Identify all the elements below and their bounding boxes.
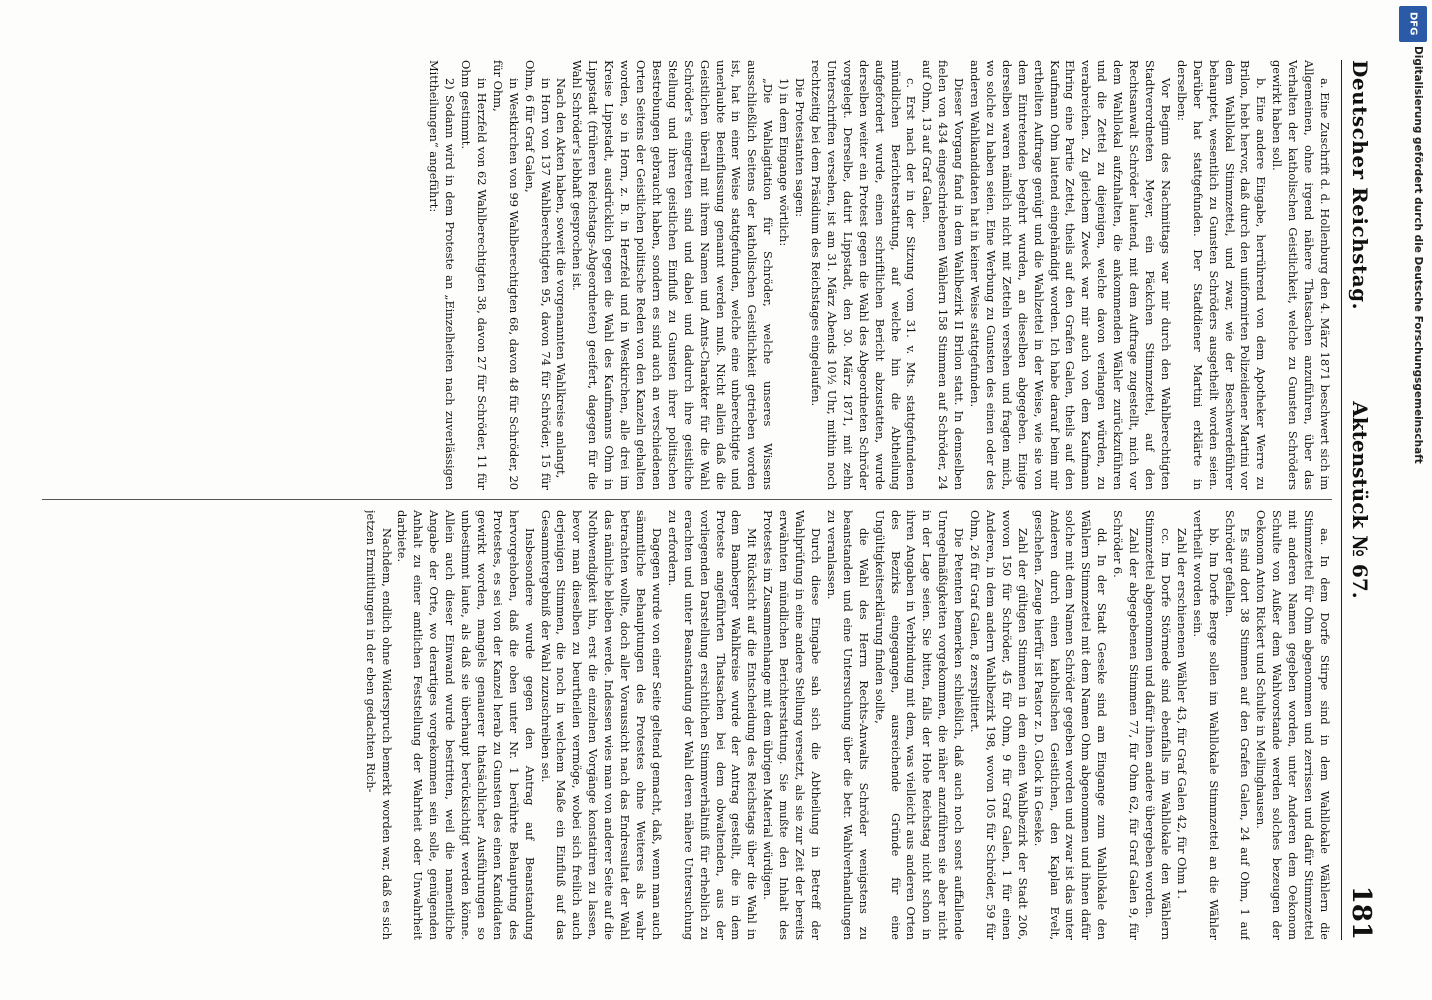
paragraph: Nachdem, endlich ohne Widerspruch bemerkt worden war, daß es sich jetzen Ermittlungen in der eben gedachten Rich- [363, 510, 394, 940]
column-divider [42, 499, 1332, 500]
left-text-column [42, 60, 1332, 490]
paragraph: aa. In dem Dorfe Stirpe sind in dem Wahllokale Wählern die Stimmzettel für Ohm abgenommen und zerrissen und dafür Stimmzettel mit anderen Namen gegeben worden, unter Anderen dem Oekonom Schulte von Außer dem Wahlvorstande werden solches bezeugen der Oekonom Anton Rickert und Schulte in Mellinghausen. [1254, 510, 1332, 940]
paragraph: c. Erst nach der in der Sitzung vom 31. v. Mts. stattgefundenen mündlichen Berichterstattung, auf welche hin die Abtheilung aufgefordert wurde, einen schriftlichen Bericht abzustatten, wurde derselben weiter ein Protest gegen die Wahl des Abgeordneten Schröder vorgelegt. Derselbe, datirt Lippstadt, den 30. März 1871, mit zehn Unterschriften versehen, ist am 31. März Abends 10½ Uhr, mithin noch rechtzeitig bei dem Präsidium des Reichstages eingelaufen. [809, 60, 919, 490]
paragraph: Zahl der erschienenen Wähler 43, für Graf Galen 42, für Ohm 1. [1174, 528, 1189, 900]
paragraph: Dagegen wurde von einer Seite geltend gemacht, daß, wenn man auch sämmtliche Behauptungen des Protestes ohne Weiteres als wahr betrachten wollte, doch aller Voraussicht nach das Endresultat der Wahl das nämliche bleiben werde. Indessen wies man von anderer Seite auf die Nothwendigkeit hin, erst die einzelnen Vorgänge konstatiren zu lassen, bevor man dieselben zu beurtheilen vermöge, wobei sich freilich auch derjenigen Stimmen, die noch in welchem Maße ein Einfluß auf das Gesammtergebniß der Wahl zuzuschreiben sei. [538, 510, 664, 940]
paragraph: in Horn von 137 Wahlberechtigten 95, davon 74 für Schröder, 15 für Ohm, 6 für Graf Galen, [522, 60, 553, 490]
paragraph: dd. In der Stadt Geseke sind am Eingange zum Wahllokale den Wählern Stimmzettel mit dem Namen Ohm abgenommen und ihnen dafür solche mit dem Namen Schröder gegeben worden und zwar ist das unter Anderen durch einen katholischen Geistlichen, den Kaplan Evelt, geschehen. Zeuge hierfür ist Pastor z. D. Glock in Geseke. [1031, 510, 1110, 940]
paragraph: Die Protestanten sagen: [793, 78, 808, 218]
page-header [1341, 60, 1382, 940]
paragraph: cc. Im Dorfe Störmede sind ebenfalls im Wahllokale den Wählern Stimmzettel abgenommen und dafür ihnen andere übergeben worden. [1143, 510, 1173, 940]
paragraph: in Herzfeld von 62 Wahlberechtigten 38, davon 27 für Schröder, 11 für Ohm gestimmt. [459, 60, 489, 490]
running-head-title: Deutscher Reichstag. [1348, 60, 1372, 311]
paragraph: Dieser Vorgang fand in dem Wahlbezirk II Brilon statt. In demselben fielen von 434 eingeschriebenen Wählern 158 Stimmen auf Schröder, 24 auf Ohm, 13 auf Graf Galen. [920, 60, 967, 490]
paragraph: Zahl der gültigen Stimmen in dem einen Wahlbezirk der Stadt 206, wovon 150 für Schröder, 45 für Ohm, 9 für Graf Galen, 1 für einen Anderen, in dem andern Wahlbezirk 198, wovon 105 für Schröder, 59 für Ohm, 26 für Graf Galen, 8 zersplittert. [968, 510, 1030, 940]
paragraph: „Die Wahlagitation für Schröder, welche unseres Wissens ausschließlich Seitens der katholischen Geistlichkeit getrieben worden ist, hat in einer Weise stattgefunden, welche eine unberechtigte und unerlaubte Beeinflussung genannt werden muß. Nicht allein daß die Geistlichen überall mit ihrem Namen und Amts-Charakter für die Wahl Schröder's eingetreten sind und dabei und dadurch ihre geistliche Stellung und ihren geistlichen Einfluß zu Gunsten ihrer politischen Bestrebungen gebraucht haben, sondern es sind auch an verschiedenen Orten Seitens der Geistlichen politische Reden von den Kanzeln gehalten worden, so in Horn, z. B. in Herzfeld und in Westkirchen, alle drei im Kreise Lippstadt, ausdrücklich gegen die Wahl des Kaufmanns Ohm in Lippstadt (früheren Reichstags-Abgeordneten) geeifert, dagegen für die Wahl Schröder's lebhaft gesprochen ist. [570, 60, 776, 490]
paragraph: bb. Im Dorfe Berge sollen im Wahllokale Stimmzettel an die Wähler vertheilt worden sein. [1190, 510, 1221, 940]
paragraph: Die Petenten bemerken schließlich, daß auch noch sonst auffallende Unregelmäßigkeiten vorgekommen, die näher anzuführen sie aber nicht in der Lage seien. Sie bitten, falls der Hohe Reichstag nicht schon in ihren Angaben in Verbindung mit dem, was vielleicht aus anderen Orten des Bezirks eingegangen, ausreichende Gründe für eine Ungültigkeitserklärung finden sollte, [872, 510, 967, 940]
paragraph: Mit Rücksicht auf die Entscheidung des Reichstags über die Wahl in dem Bamberger Wahlkreise wurde der Antrag gestellt, die in dem Proteste angeführten Thatsachen bei dem obwaltenden, aus der vorliegenden Darstellung ersichtlichen Stimmverhältniß für erheblich zu erachten und unter Beanstandung der Wahl deren nähere Untersuchung zu erfordern. [665, 510, 760, 940]
dfg-logo: DFG [1399, 6, 1427, 42]
right-text-column [42, 510, 1332, 940]
paragraph: Vor Beginn des Nachmittags war mir durch den Wahlberechtigten Stadtverordneten Meyer, ein Päckchen Stimmzettel, auf den Rechtsanwalt Schröder lautend, mit dem Auftrage zugestellt, mich vor dem Wahllokal aufzuhalten, die ankommenden Wähler zurückzuführen und die Zettel zu diejenigen, welche davon verlangen würden, zu verabreichen. Zu gleichem Zweck war mir auch von dem Kaufmann Ehring eine Partie Zettel, theils auf den Grafen Galen, theils auf den Kaufmann Ohm lautend eingehändigt worden. Ich habe darauf beim mir ertheilten Auftrage genügt und die Wahlzettel in der Weise, wie sie von dem Eintretenden begehrt wurden, an dieselben abgegeben. Einige derselben waren nämlich nicht mit Zetteln versehen und fragten mich, wo solche zu haben seien. Eine Werbung zu Gunsten des einen oder des anderen Wahlkandidaten hat in keiner Weise stattgefunden. [968, 60, 1173, 490]
paragraph: Insbesondere wurde gegen den Antrag auf Beanstandung hervorgehoben, daß die oben unter Nr. 1 berührte Behauptung des Protestes, es sei von der Kanzel herab zu Gunsten des einen Kandidaten gewirkt worden, mangels genauerer thatsächlicher Ausführungen so unbestimmt laute, als daß sie überhaupt berücksichtigt werden könne. Allein auch dieser Einwand wurde bestritten, weil die namentliche Angabe der Orte, wo derartiges vorgekommen sein solle, genügenden Anhalt zu einer amtlichen Feststellung der Wahrheit oder Unwahrheit darbiete. [395, 510, 537, 940]
paragraph: 2) Sodann wird in dem Proteste an „Einzelheiten nach zuverlässigen Mittheilungen“ angeführt: [427, 60, 458, 490]
page-number: 181 [1346, 885, 1376, 940]
paragraph: die Wahl des Herrn Rechts-Anwalts Schröder wenigstens zu beanstanden und eine Untersuchung über die betr. Wahlverhandlungen zu veranlassen. [824, 510, 871, 940]
paragraph: Zahl der abgegebenen Stimmen 77, für Ohm 62, für Graf Galen 9, für Schröder 6. [1111, 510, 1142, 940]
paragraph: in Westkirchen von 99 Wahlberechtigten 68, davon 48 für Schröder, 20 für Ohm, [490, 60, 521, 490]
digitization-credit: Digitalisierung gefördert durch die Deutsche Forschungsgemeinschaft [1412, 46, 1424, 464]
paragraph: Nach den Akten haben, soweit die vorgenannten Wahlkreise anlangt, [554, 78, 569, 479]
paragraph: 1) in dem Eingange wörtlich: [777, 78, 792, 247]
paragraph: Es sind dort 38 Stimmen auf den Grafen Galen, 24 auf Ohm, 1 auf Schröder gefallen. [1222, 510, 1253, 940]
document-number: Aktenstück № 67. [1348, 401, 1372, 599]
paragraph: b. Eine andere Eingabe, herrührend von dem Apotheker Werre zu Brilon, hebt hervor, daß durch den uniformirten Polizeidiener Martini vor dem Wahllokal Stimmzettel, und zwar, wie der Beschwerdeführer behauptet, wesentlich zu Gunsten Schröders ausgetheilt worden seien. Darüber hat stattgefunden. Der Stadtdiener Martini erklärte in derselben: [1174, 60, 1269, 490]
paragraph: Durch diese Eingabe sah sich die Abtheilung in Betreff der Wahlprüfung in eine andere Stellung versetzt, als sie zur Zeit der bereits erwähnten mündlichen Berichterstattung. Sie mußte den Inhalt des Protestes im Zusammenhange mit dem übrigen Material würdigen. [761, 510, 823, 940]
paragraph: a. Eine Zuschrift d. d. Hollenburg den 4. März 1871 beschwert sich im Allgemeinen, ohne irgend nähere Thatsachen anzuführen, über das Verhalten der katholischen Geistlichkeit, welche zu Gunsten Schröders gewirkt haben soll. [1270, 60, 1332, 490]
